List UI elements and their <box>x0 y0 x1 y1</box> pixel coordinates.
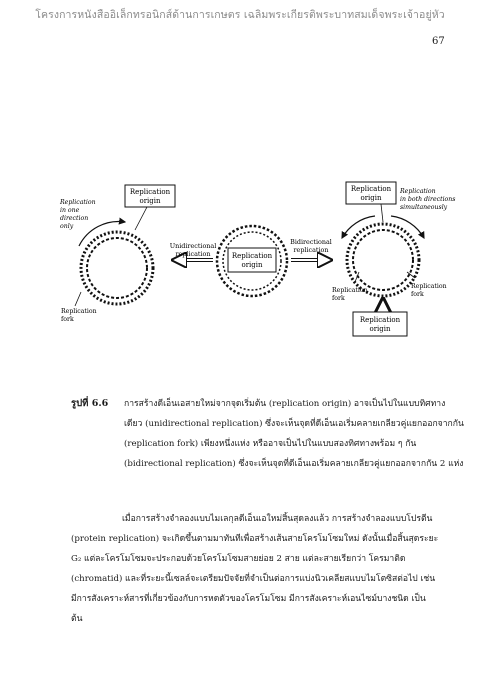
caption-line: การสร้างดีเอ็นเอสายใหม่จากจุดเริ่มต้น (replication origin) อาจเป็นไปในแบบทิศทาง <box>124 399 446 409</box>
figure-label: รูปที่ 6.6 <box>71 398 109 409</box>
running-header: โครงการหนังสืออิเล็กทรอนิกส์ด้านการเกษตร เฉลิมพระเกียรติพระบาทสมเด็จพระเจ้าอยู่หัว <box>35 9 445 21</box>
left-origin-label-2: origin <box>139 197 161 205</box>
left-origin-label-1: Replication <box>129 188 171 196</box>
caption-line: เดียว (unidirectional replication) ซึ่งจะเห็นจุดที่ดีเอ็นเอเริ่มคลายเกลียวคู่แยกออกจากกัน <box>124 419 464 429</box>
left-note-4: only <box>60 223 74 230</box>
bi-label-1: Bidirectional <box>290 238 332 246</box>
left-circular-dna <box>79 222 153 304</box>
left-fork-label-2: fork <box>61 316 74 323</box>
body-line: (chromatid) และที่ระยะนี้เซลล์จะเตรียมปัจจัยที่จำเป็นต่อการแบ่งนิวเคลียสแบบไมโตซิสต่อไป เช่น <box>71 574 436 584</box>
bottom-origin-label-2: origin <box>369 325 391 333</box>
right-note-3: simultaneously <box>400 204 448 211</box>
center-origin-label-2: origin <box>241 261 263 269</box>
center-origin-label-1: Replication <box>231 252 273 260</box>
body-line: เมื่อการสร้างจำลองแบบไมเลกุลดีเอ็นเอใหม่สิ้นสุดลงแล้ว การสร้างจำลองแบบโปรตีน <box>122 514 433 524</box>
caption-line: (bidirectional replication) ซึ่งจะเห็นจุดที่ดีเอ็นเอเริ่มคลายเกลียวคู่แยกออกจากกัน 2 แห่ง <box>124 459 464 469</box>
body-line: มีการสังเคราะห์สารที่เกี่ยวข้องกับการหดตัวของโครโมโซม มีการสังเคราะห์เอนไซม์บางชนิด เป็น <box>71 594 426 604</box>
right-origin-label-1: Replication <box>350 185 392 193</box>
left-note-3: direction <box>60 215 89 222</box>
right-fork-left-1: Replication <box>332 287 368 294</box>
body-line: G₂ แต่ละโครโมโซมจะประกอบด้วยโครโมโซมสายย่อย 2 สาย แต่ละสายเรียกว่า โครมาติด <box>71 554 406 564</box>
page-number: 67 <box>432 36 445 47</box>
left-note-2: in one <box>60 207 80 214</box>
uni-label-1: Unidirectional <box>169 242 217 250</box>
uni-label-2: replication <box>175 250 211 258</box>
right-note-2: in both directions <box>400 196 456 203</box>
right-fork-left-2: fork <box>332 295 345 302</box>
bottom-origin-label-1: Replication <box>359 316 401 324</box>
left-note-1: Replication <box>60 199 96 206</box>
replication-figure <box>55 160 456 350</box>
right-note-1: Replication <box>400 188 436 195</box>
body-line: (protein replication) จะเกิดขึ้นตามมาทันทีเพื่อสร้างเส้นสายโครโมโซมใหม่ ดังนั้นเมื่อสิ้นสุดระยะ <box>71 534 439 544</box>
left-fork-label-1: Replication <box>61 308 97 315</box>
right-origin-label-2: origin <box>360 194 382 202</box>
right-fork-right-2: fork <box>411 291 424 298</box>
right-fork-right-1: Replication <box>411 283 447 290</box>
body-line: ต้น <box>71 614 83 624</box>
bi-label-2: replication <box>293 246 329 254</box>
caption-line: (replication fork) เพียงหนึ่งแห่ง หรืออาจเป็นไปในแบบสองทิศทางพร้อม ๆ กัน <box>124 439 417 449</box>
